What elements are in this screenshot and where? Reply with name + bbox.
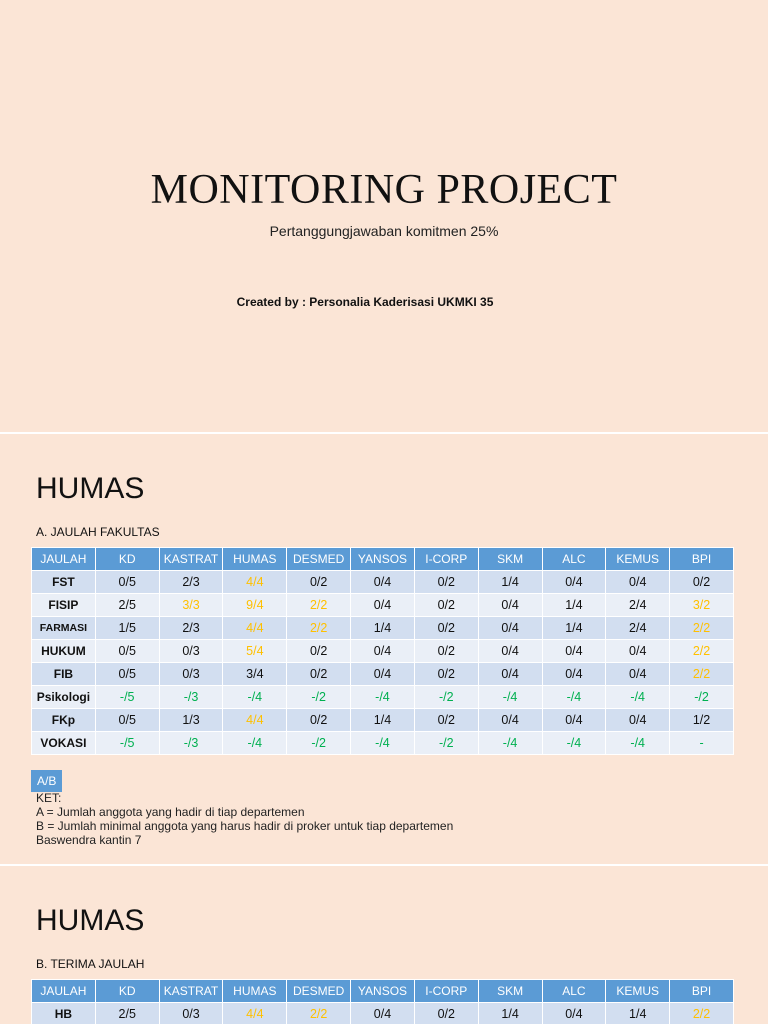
table-cell: -/4: [223, 732, 287, 755]
table-cell: -/5: [95, 686, 159, 709]
table-cell: 0/4: [542, 640, 606, 663]
table-heading: B. TERIMA JAULAH: [36, 957, 145, 971]
table-cell: 0/2: [287, 709, 351, 732]
table-cell: 0/4: [606, 663, 670, 686]
table-cell: 2/2: [287, 617, 351, 640]
table-cell: 0/2: [414, 663, 478, 686]
table-cell: 0/4: [542, 663, 606, 686]
table-row: [32, 709, 734, 732]
row-label: FIB: [32, 663, 96, 686]
table-cell: -/4: [606, 732, 670, 755]
table-cell: 0/4: [478, 617, 542, 640]
table-cell: 1/4: [351, 617, 415, 640]
table-cell: 1/2: [670, 709, 734, 732]
column-header: SKM: [478, 980, 542, 1003]
column-header: KD: [95, 548, 159, 571]
table-cell: 0/4: [478, 640, 542, 663]
table-row: [32, 732, 734, 755]
table-cell: -/4: [478, 732, 542, 755]
table-cell: 3/4: [223, 663, 287, 686]
table-cell: 0/4: [351, 663, 415, 686]
column-header: KEMUS: [606, 980, 670, 1003]
row-label: FST: [32, 571, 96, 594]
column-header: I-CORP: [414, 980, 478, 1003]
table-cell: -/4: [223, 686, 287, 709]
terima-jaulah-table: [31, 979, 734, 1024]
table-cell: 3/2: [670, 594, 734, 617]
column-header: DESMED: [287, 548, 351, 571]
created-by-text: Created by : Personalia Kaderisasi UKMKI 35: [236, 295, 494, 309]
legend-ab-box: A/B: [31, 770, 62, 792]
table-cell: 0/2: [414, 594, 478, 617]
humas-jaulah-fakultas-slide: [0, 434, 768, 864]
table-cell: 0/4: [478, 709, 542, 732]
row-label: FISIP: [32, 594, 96, 617]
title-slide: [0, 0, 768, 432]
table-cell: 9/4: [223, 594, 287, 617]
table-cell: 1/4: [606, 1003, 670, 1024]
table-cell: 4/4: [223, 617, 287, 640]
table-cell: 2/3: [159, 617, 223, 640]
table-cell: 0/4: [351, 1003, 415, 1024]
table-cell: -/4: [542, 732, 606, 755]
table-cell: -/3: [159, 732, 223, 755]
table-row: [32, 663, 734, 686]
table-cell: 0/5: [95, 640, 159, 663]
column-header: BPI: [670, 548, 734, 571]
table-cell: 2/2: [670, 617, 734, 640]
notes-line: B = Jumlah minimal anggota yang harus hadir di proker untuk tiap departemen: [36, 819, 454, 833]
column-header: JAULAH: [32, 980, 96, 1003]
table-cell: 4/4: [223, 571, 287, 594]
table-cell: -/4: [351, 732, 415, 755]
table-cell: 0/2: [414, 1003, 478, 1024]
table-cell: 1/4: [478, 1003, 542, 1024]
table-cell: 0/2: [670, 571, 734, 594]
table-cell: 0/4: [542, 1003, 606, 1024]
table-cell: 0/5: [95, 571, 159, 594]
table-cell: 2/5: [95, 1003, 159, 1024]
row-label: HUKUM: [32, 640, 96, 663]
table-cell: 0/4: [478, 663, 542, 686]
table-cell: -/5: [95, 732, 159, 755]
table-cell: 2/4: [606, 617, 670, 640]
table-cell: 0/3: [159, 663, 223, 686]
column-header: KASTRAT: [159, 548, 223, 571]
table-cell: -/2: [414, 686, 478, 709]
table-cell: 2/2: [287, 1003, 351, 1024]
column-header: HUMAS: [223, 980, 287, 1003]
table-row: [32, 617, 734, 640]
table-cell: 0/5: [95, 709, 159, 732]
table-cell: -/2: [287, 686, 351, 709]
table-row: [32, 594, 734, 617]
column-header: I-CORP: [414, 548, 478, 571]
table-cell: 1/5: [95, 617, 159, 640]
table-cell: 0/2: [414, 617, 478, 640]
table-cell: 0/2: [414, 709, 478, 732]
table-cell: 0/2: [287, 663, 351, 686]
page-title: MONITORING PROJECT: [150, 167, 618, 213]
table-cell: 0/2: [414, 571, 478, 594]
column-header: HUMAS: [223, 548, 287, 571]
notes-line: KET:: [36, 791, 62, 805]
table-cell: 0/4: [542, 571, 606, 594]
table-cell: -/4: [606, 686, 670, 709]
column-header: KASTRAT: [159, 980, 223, 1003]
row-label: Psikologi: [32, 686, 96, 709]
table-cell: 0/5: [95, 663, 159, 686]
row-label: VOKASI: [32, 732, 96, 755]
table-cell: 0/4: [351, 594, 415, 617]
column-header: JAULAH: [32, 548, 96, 571]
section-title: HUMAS: [36, 472, 145, 505]
column-header: DESMED: [287, 980, 351, 1003]
table-cell: 0/4: [351, 571, 415, 594]
table-cell: -/2: [670, 686, 734, 709]
table-cell: 0/4: [606, 640, 670, 663]
table-cell: 0/4: [542, 709, 606, 732]
table-cell: 0/4: [606, 571, 670, 594]
notes-line: Baswendra kantin 7: [36, 833, 142, 847]
column-header: KEMUS: [606, 548, 670, 571]
table-row: [32, 571, 734, 594]
table-cell: -/3: [159, 686, 223, 709]
table-cell: 0/2: [287, 571, 351, 594]
table-cell: 2/2: [287, 594, 351, 617]
table-cell: 0/3: [159, 1003, 223, 1024]
table-cell: -: [670, 732, 734, 755]
table-cell: -/4: [478, 686, 542, 709]
row-label: FARMASI: [32, 617, 96, 640]
table-cell: 0/2: [414, 640, 478, 663]
table-cell: 0/4: [478, 594, 542, 617]
table-cell: 2/4: [606, 594, 670, 617]
humas-terima-jaulah-slide: [0, 866, 768, 1024]
table-cell: -/4: [542, 686, 606, 709]
table-cell: 2/2: [670, 640, 734, 663]
table-cell: 4/4: [223, 709, 287, 732]
column-header: ALC: [542, 548, 606, 571]
notes-line: A = Jumlah anggota yang hadir di tiap departemen: [36, 805, 305, 819]
page-subtitle: Pertanggungjawaban komitmen 25%: [269, 223, 499, 239]
table-cell: 1/4: [542, 594, 606, 617]
table-row: [32, 640, 734, 663]
column-header: SKM: [478, 548, 542, 571]
notes-block: [36, 791, 453, 847]
section-title: HUMAS: [36, 904, 145, 937]
table-cell: 2/3: [159, 571, 223, 594]
row-label: HB: [32, 1003, 96, 1024]
table-cell: 1/4: [478, 571, 542, 594]
table-cell: -/2: [414, 732, 478, 755]
table-cell: 4/4: [223, 1003, 287, 1024]
table-cell: 0/2: [287, 640, 351, 663]
table-cell: 2/2: [670, 663, 734, 686]
column-header: YANSOS: [351, 980, 415, 1003]
column-header: ALC: [542, 980, 606, 1003]
table-heading: A. JAULAH FAKULTAS: [36, 525, 160, 539]
table-cell: 2/5: [95, 594, 159, 617]
table-cell: 0/3: [159, 640, 223, 663]
table-row: [32, 1003, 734, 1024]
table-cell: -/2: [287, 732, 351, 755]
table-cell: 3/3: [159, 594, 223, 617]
column-header: BPI: [670, 980, 734, 1003]
table-cell: 0/4: [351, 640, 415, 663]
table-cell: 1/4: [542, 617, 606, 640]
table-cell: 0/4: [606, 709, 670, 732]
table-cell: 1/4: [351, 709, 415, 732]
table-cell: 5/4: [223, 640, 287, 663]
table-cell: 2/2: [670, 1003, 734, 1024]
column-header: YANSOS: [351, 548, 415, 571]
table-row: [32, 686, 734, 709]
table-cell: -/4: [351, 686, 415, 709]
row-label: FKp: [32, 709, 96, 732]
jaulah-fakultas-table: [31, 547, 734, 755]
column-header: KD: [95, 980, 159, 1003]
table-cell: 1/3: [159, 709, 223, 732]
